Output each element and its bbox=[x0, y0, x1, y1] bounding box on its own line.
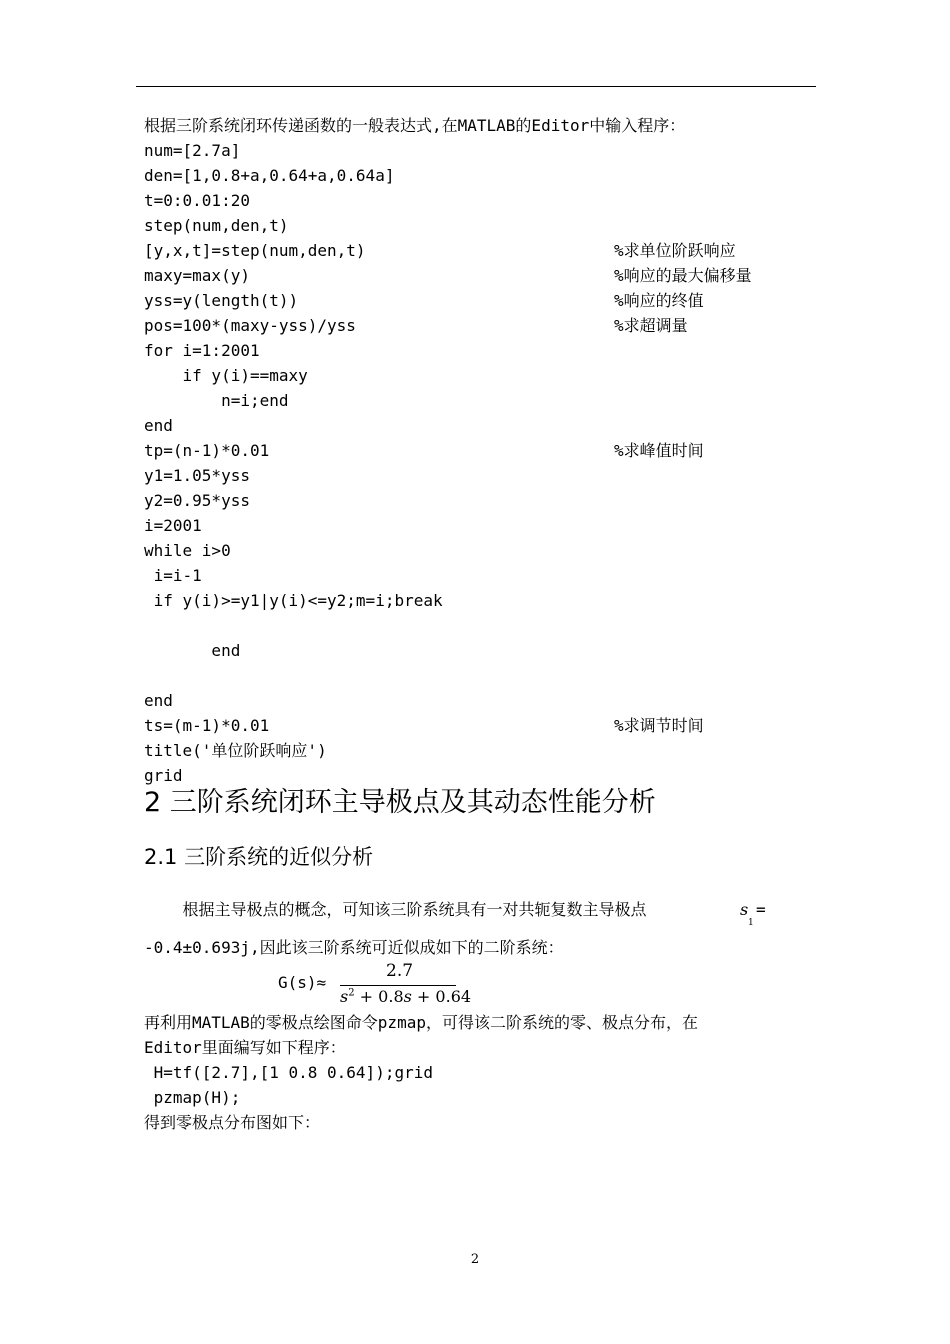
header-rule bbox=[136, 86, 816, 87]
code-line: pos=100*(maxy-yss)/yss bbox=[144, 316, 356, 335]
code-line: grid bbox=[144, 766, 183, 785]
section-heading: 2 三阶系统闭环主导极点及其动态性能分析 bbox=[144, 787, 656, 818]
code-line: end bbox=[144, 641, 241, 660]
code-comment: %响应的最大偏移量 bbox=[614, 266, 752, 285]
code-line: i=2001 bbox=[144, 516, 202, 535]
code-comment: %响应的终值 bbox=[614, 291, 704, 310]
formula-lhs: G(s)≈ bbox=[278, 973, 327, 992]
paragraph-line: 得到零极点分布图如下： bbox=[144, 1113, 321, 1132]
code-line: if y(i)==maxy bbox=[144, 366, 308, 385]
code-line: y2=0.95*yss bbox=[144, 491, 250, 510]
formula-denominator: $s^2 + 0.8s + 0.64$ bbox=[340, 987, 472, 1006]
code-line: maxy=max(y) bbox=[144, 266, 250, 285]
code-line: den=[1,0.8+a,0.64+a,0.64a] bbox=[144, 166, 395, 185]
code-line: if y(i)>=y1|y(i)<=y2;m=i;break bbox=[144, 591, 443, 610]
code-comment: %求单位阶跃响应 bbox=[614, 241, 736, 260]
fraction-bar bbox=[340, 985, 456, 986]
code-line: num=[2.7a] bbox=[144, 141, 241, 160]
code-comment: %求峰值时间 bbox=[614, 441, 704, 460]
code-line: for i=1:2001 bbox=[144, 341, 260, 360]
pole-symbol: s bbox=[740, 900, 749, 919]
code-line: ts=(m-1)*0.01 bbox=[144, 716, 270, 735]
code-line: n=i;end bbox=[144, 391, 289, 410]
paragraph-line: 根据主导极点的概念，可知该三阶系统具有一对共轭复数主导极点 bbox=[144, 900, 647, 919]
code-line: step(num,den,t) bbox=[144, 216, 289, 235]
intro-text: 根据三阶系统闭环传递函数的一般表达式,在MATLAB的Editor中输入程序： bbox=[144, 116, 686, 135]
code-line: H=tf([2.7],[1 0.8 0.64]);grid bbox=[144, 1063, 433, 1082]
code-line: end bbox=[144, 416, 173, 435]
code-line: i=i-1 bbox=[144, 566, 202, 585]
code-line: tp=(n-1)*0.01 bbox=[144, 441, 270, 460]
code-line: y1=1.05*yss bbox=[144, 466, 250, 485]
code-comment: %求超调量 bbox=[614, 316, 688, 335]
pole-equals: = bbox=[756, 900, 766, 919]
pole-subscript: 1 bbox=[748, 918, 754, 928]
paragraph-line: -0.4±0.693j,因此该三阶系统可近似成如下的二阶系统： bbox=[144, 938, 564, 957]
code-line: end bbox=[144, 691, 173, 710]
code-line: yss=y(length(t)) bbox=[144, 291, 299, 310]
paragraph-line: Editor里面编写如下程序： bbox=[144, 1038, 346, 1057]
subsection-heading: 2.1 三阶系统的近似分析 bbox=[144, 845, 374, 869]
code-line: t=0:0.01:20 bbox=[144, 191, 250, 210]
page-number: 2 bbox=[470, 1252, 480, 1267]
code-line: pzmap(H); bbox=[144, 1088, 241, 1107]
transfer-function-formula bbox=[278, 961, 478, 1011]
paragraph-line: 再利用MATLAB的零极点绘图命令pzmap，可得该二阶系统的零、极点分布，在 bbox=[144, 1013, 698, 1032]
code-line: while i>0 bbox=[144, 541, 231, 560]
code-comment: %求调节时间 bbox=[614, 716, 704, 735]
code-line: title('单位阶跃响应') bbox=[144, 741, 327, 760]
code-line: [y,x,t]=step(num,den,t) bbox=[144, 241, 366, 260]
formula-numerator: 2.7 bbox=[386, 961, 414, 981]
